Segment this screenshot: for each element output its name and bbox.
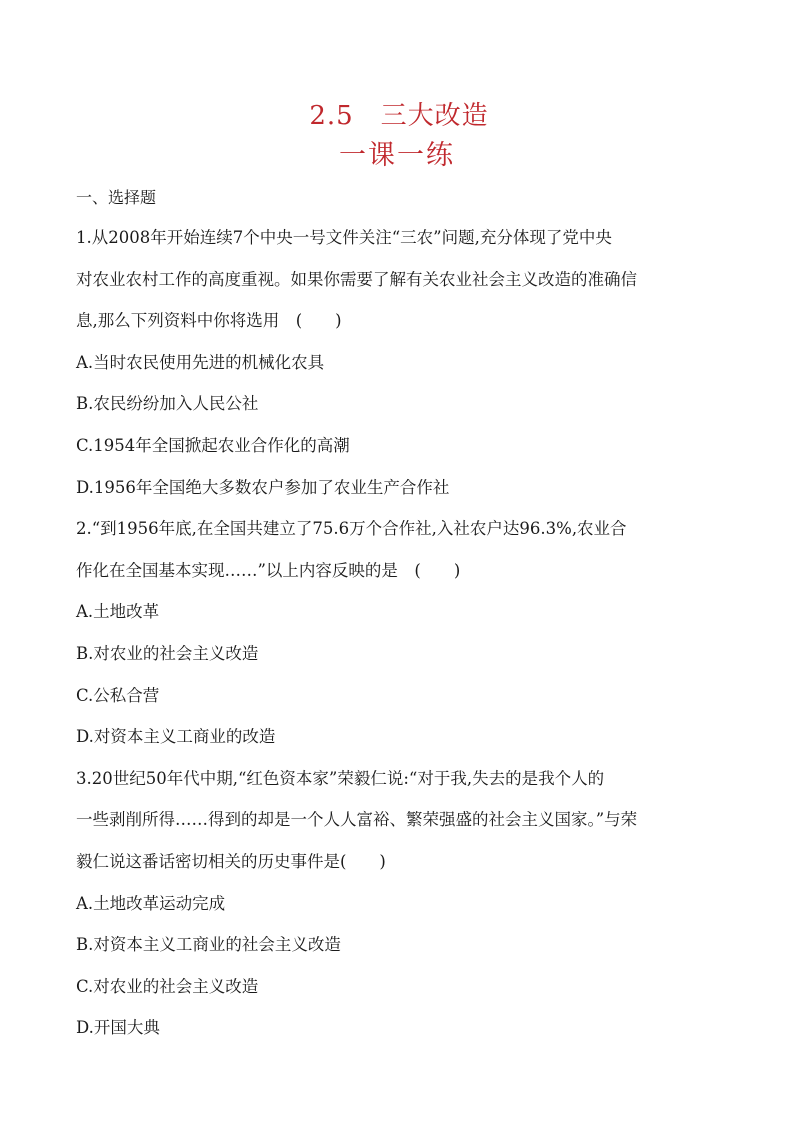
option-d: D.对资本主义工商业的改造	[76, 727, 276, 747]
question-3	[76, 758, 726, 1049]
option-b: B.农民纷纷加入人民公社	[76, 394, 259, 414]
question-stem-line: 息,那么下列资料中你将选用 ( )	[76, 311, 342, 331]
option-d: D.开国大典	[76, 1018, 160, 1038]
question-stem-line: 3.20世纪50年代中期,“红色资本家”荣毅仁说:“对于我,失去的是我个人的	[76, 768, 605, 788]
lesson-title: 2.5 三大改造	[309, 101, 489, 131]
question-1	[76, 217, 726, 508]
title-block	[0, 96, 794, 176]
option-a: A.当时农民使用先进的机械化农具	[76, 352, 325, 372]
option-c: C.公私合营	[76, 685, 160, 705]
section-heading: 一、选择题	[76, 188, 157, 207]
lesson-subtitle: 一课一练	[339, 140, 455, 171]
question-stem-line: 作化在全国基本实现……”以上内容反映的是 ( )	[76, 560, 461, 580]
question-stem-line: 毅仁说这番话密切相关的历史事件是( )	[76, 851, 386, 871]
option-b: B.对资本主义工商业的社会主义改造	[76, 935, 341, 955]
question-2	[76, 508, 726, 758]
question-stem-line: 对农业农村工作的高度重视。如果你需要了解有关农业社会主义改造的准确信	[76, 269, 637, 289]
exercise-content	[76, 183, 726, 1049]
option-c: C.对农业的社会主义改造	[76, 976, 259, 996]
option-b: B.对农业的社会主义改造	[76, 643, 259, 663]
option-a: A.土地改革	[76, 602, 160, 622]
question-stem-line: 一些剥削所得……得到的却是一个人人富裕、繁荣强盛的社会主义国家。”与荣	[76, 810, 638, 830]
option-a: A.土地改革运动完成	[76, 893, 226, 913]
option-c: C.1954年全国掀起农业合作化的高潮	[76, 435, 350, 455]
question-stem-line: 1.从2008年开始连续7个中央一号文件关注“三农”问题,充分体现了党中央	[76, 228, 612, 247]
question-stem-line: 2.“到1956年底,在全国共建立了75.6万个合作社,入社农户达96.3%,农业合	[76, 519, 627, 539]
option-d: D.1956年全国绝大多数农户参加了农业生产合作社	[76, 477, 450, 497]
